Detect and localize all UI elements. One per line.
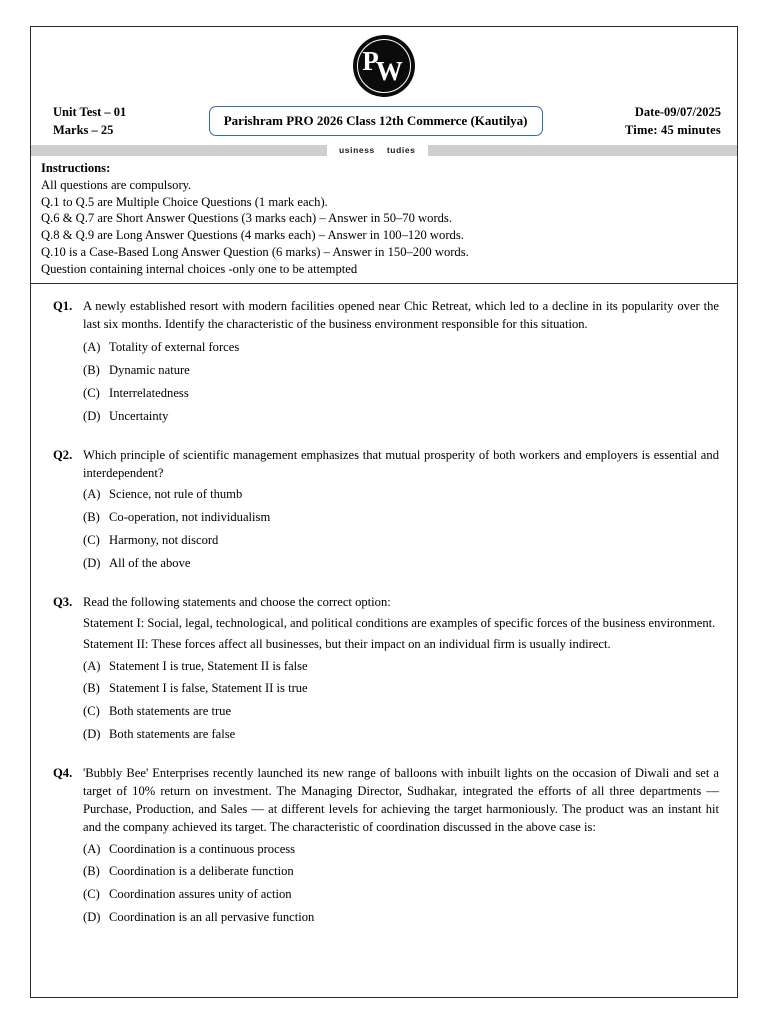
instruction-line: Q.1 to Q.5 are Multiple Choice Questions (1 mark each). [41, 194, 328, 209]
option-label: (D) [83, 408, 101, 423]
instructions-block [31, 156, 737, 284]
option-text: Coordination is a continuous process [109, 841, 296, 856]
options-list [83, 841, 719, 928]
question-statement-2: Statement II: These forces affect all businesses, but their impact on an individual firm is usually indirect. [83, 636, 611, 651]
instruction-line: Question containing internal choices -only one to be attempted [41, 261, 358, 276]
option-text: Coordination assures unity of action [109, 887, 292, 902]
question-number: Q1. [53, 299, 73, 314]
options-list [83, 339, 719, 426]
unit-test-label: Unit Test – 01 [53, 105, 127, 119]
option-text: Dynamic nature [109, 363, 190, 378]
instructions-title: Instructions: [41, 161, 111, 176]
question-item [47, 447, 719, 578]
option-item[interactable] [83, 841, 719, 859]
option-label: (A) [83, 487, 101, 502]
option-text: Uncertainty [109, 408, 169, 423]
time-label: Time: 45 minutes [624, 123, 721, 138]
instruction-line: All questions are compulsory. [41, 177, 192, 192]
option-text: Coordination is an all pervasive function [109, 910, 315, 925]
option-text: Coordination is a deliberate function [109, 864, 294, 879]
instruction-line: Q.6 & Q.7 are Short Answer Questions (3 marks each) – Answer in 50–70 words. [41, 211, 452, 226]
option-label: (D) [83, 556, 101, 571]
option-label: (B) [83, 681, 100, 696]
question-text: Read the following statements and choose the correct option: [83, 594, 391, 609]
subject-ribbon-left: usiness [339, 145, 375, 156]
option-text: All of the above [109, 556, 191, 571]
option-text: Both statements are false [109, 727, 236, 742]
pw-logo-letter-w: W [375, 55, 403, 86]
option-item[interactable] [83, 532, 719, 550]
option-text: Co-operation, not individualism [109, 510, 271, 525]
option-item[interactable] [83, 909, 719, 927]
option-text: Harmony, not discord [109, 533, 219, 548]
option-label: (A) [83, 340, 101, 355]
subject-ribbon [31, 145, 737, 156]
option-text: Interrelatedness [109, 385, 189, 400]
options-list [83, 486, 719, 573]
option-label: (C) [83, 704, 100, 719]
question-content [83, 447, 719, 578]
logo-container [31, 27, 737, 101]
option-item[interactable] [83, 680, 719, 698]
option-item[interactable] [83, 509, 719, 527]
question-content [83, 594, 719, 749]
marks-label: Marks – 25 [53, 123, 114, 138]
question-content [83, 298, 719, 430]
option-text: Science, not rule of thumb [109, 487, 243, 502]
option-label: (A) [83, 658, 101, 673]
option-text: Statement I is false, Statement II is true [109, 681, 308, 696]
option-item[interactable] [83, 703, 719, 721]
pw-logo-text [362, 45, 406, 86]
option-label: (B) [83, 510, 100, 525]
questions-container [31, 284, 737, 932]
option-item[interactable] [83, 362, 719, 380]
option-item[interactable] [83, 886, 719, 904]
option-item[interactable] [83, 726, 719, 744]
instruction-line: Q.8 & Q.9 are Long Answer Questions (4 marks each) – Answer in 100–120 words. [41, 228, 464, 243]
option-label: (B) [83, 363, 100, 378]
pw-logo-icon [353, 35, 415, 97]
option-label: (C) [83, 385, 100, 400]
date-label: Date-09/07/2025 [634, 105, 721, 119]
option-text: Statement I is true, Statement II is false [109, 658, 308, 673]
question-text: 'Bubbly Bee' Enterprises recently launched its new range of balloons with inbuilt lights on the occasion of Diwali and set a target of 10% return on investment. The Managing Director, Sudhakar, integrated the efforts of all three departments — Purchase, Production, and Sales — at different levels for achieving the target harmoniously. The product was an instant hit and the company achieved its target. The characteristic of coordination discussed in the above case is: [83, 766, 719, 834]
subject-ribbon-right: tudies [386, 145, 416, 156]
header-left-block [53, 103, 126, 139]
question-number: Q2. [53, 447, 73, 462]
paper-header [31, 101, 737, 139]
question-number: Q3. [53, 594, 73, 609]
question-item [47, 298, 719, 430]
question-statement-1: Statement I: Social, legal, technological, and political conditions are examples of specific forces of the business environment. [83, 615, 716, 630]
option-item[interactable] [83, 385, 719, 403]
option-label: (A) [83, 841, 101, 856]
subject-ribbon-text [327, 145, 428, 156]
option-item[interactable] [83, 863, 719, 881]
option-label: (C) [83, 533, 100, 548]
option-label: (D) [83, 910, 101, 925]
pw-logo-letter-p: P [362, 45, 379, 76]
question-text: Which principle of scientific management emphasizes that mutual prosperity of both workers and employers is essential and interdependent? [83, 447, 719, 480]
option-label: (B) [83, 864, 100, 879]
question-content [83, 765, 719, 932]
question-number: Q4. [53, 766, 73, 781]
question-item [47, 594, 719, 749]
option-text: Totality of external forces [109, 340, 240, 355]
question-item [47, 765, 719, 932]
header-right-block [625, 103, 721, 139]
question-text: A newly established resort with modern facilities opened near Chic Retreat, which led to a decline in its popularity over the last six months. Identify the characteristic of the business environment responsible for this situation. [83, 299, 719, 332]
option-text: Both statements are true [109, 704, 232, 719]
option-item[interactable] [83, 555, 719, 573]
options-list [83, 658, 719, 745]
exam-paper-sheet [30, 26, 738, 998]
option-item[interactable] [83, 486, 719, 504]
instruction-line: Q.10 is a Case-Based Long Answer Question (6 marks) – Answer in 150–200 words. [41, 244, 469, 259]
option-item[interactable] [83, 339, 719, 357]
paper-title: Parishram PRO 2026 Class 12th Commerce (Kautilya) [209, 106, 543, 136]
option-label: (D) [83, 727, 101, 742]
option-item[interactable] [83, 408, 719, 426]
option-label: (C) [83, 887, 100, 902]
option-item[interactable] [83, 658, 719, 676]
